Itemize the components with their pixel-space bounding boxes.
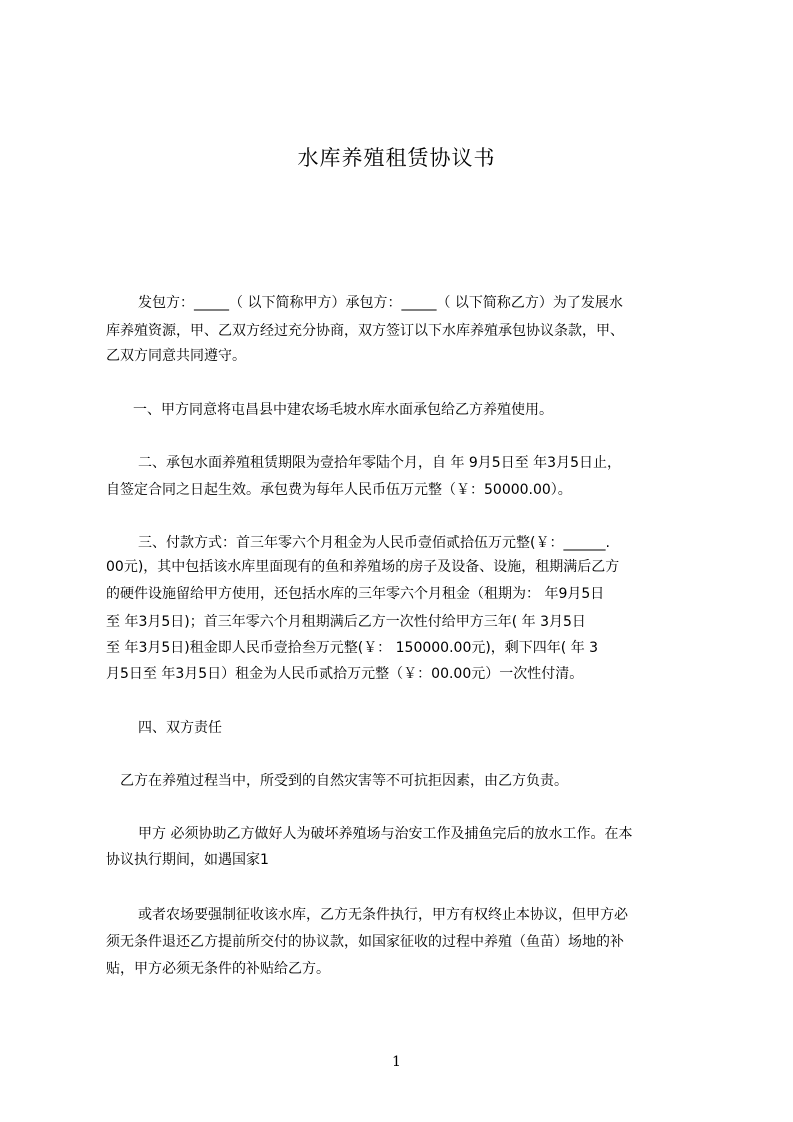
clause-4-heading: 四、双方责任 bbox=[138, 720, 222, 736]
clause-2-line-1: 二、承包水面养殖租赁期限为壹拾年零陆个月，自 年 9月5日至 年3月5日止， bbox=[138, 455, 621, 471]
clause-3-line-2: 00元)，其中包括该水库里面现有的鱼和养殖场的房子及设备、设施，租期满后乙方 bbox=[106, 559, 620, 575]
document-title: 水库养殖租赁协议书 bbox=[297, 146, 496, 170]
preamble-line-2: 库养殖资源，甲、乙双方经过充分协商，双方签订以下水库养殖承包协议条款，甲、 bbox=[106, 323, 624, 339]
clause-3-line-6: 月5日至 年3月5日）租金为人民币贰拾万元整（￥：00.00元）一次性付清。 bbox=[106, 666, 584, 682]
clause-3-line-5: 至 年3月5日)租金即人民币壹拾叁万元整(￥： 150000.00元)，剩下四年( 年 3 bbox=[106, 640, 599, 656]
clause-3-line-1: 三、付款方式：首三年零六个月租金为人民币壹佰贰拾伍万元整(￥：______. bbox=[138, 535, 610, 551]
preamble-line-3: 乙双方同意共同遵守。 bbox=[106, 348, 246, 364]
clause-3-line-4: 至 年3月5日)；首三年零六个月租期满后乙方一次性付给甲方三年( 年 3月5日 bbox=[106, 614, 586, 630]
duty-3-line-1: 或者农场要强制征收该水库，乙方无条件执行，甲方有权终止本协议，但甲方必 bbox=[138, 907, 628, 923]
clause-3-line-3: 的硬件设施留给甲方使用，还包括水库的三年零六个月租金（租期为： 年9月5日 bbox=[106, 586, 605, 602]
clause-2-line-2: 自签定合同之日起生效。承包费为每年人民币伍万元整（￥：50000.00）。 bbox=[106, 482, 572, 498]
duty-3-line-3: 贴，甲方必须无条件的补贴给乙方。 bbox=[106, 961, 330, 977]
preamble-line-1: 发包方：_____（ 以下简称甲方）承包方：_____（ 以下简称乙方）为了发展水 bbox=[138, 295, 623, 311]
duty-3-line-2: 须无条件退还乙方提前所交付的协议款，如国家征收的过程中养殖（鱼苗）场地的补 bbox=[106, 934, 624, 950]
duty-2-line-1: 甲方 必须协助乙方做好人为破坏养殖场与治安工作及捕鱼完后的放水工作。在本 bbox=[138, 826, 633, 842]
page-number: 1 bbox=[392, 1054, 401, 1070]
duty-1-line-1: 乙方在养殖过程当中，所受到的自然灾害等不可抗拒因素，由乙方负责。 bbox=[120, 773, 568, 789]
clause-1-line-1: 一、甲方同意将屯昌县中建农场毛坡水库水面承包给乙方养殖使用。 bbox=[133, 402, 553, 418]
duty-2-line-2: 协议执行期间，如遇国家1 bbox=[106, 852, 269, 868]
